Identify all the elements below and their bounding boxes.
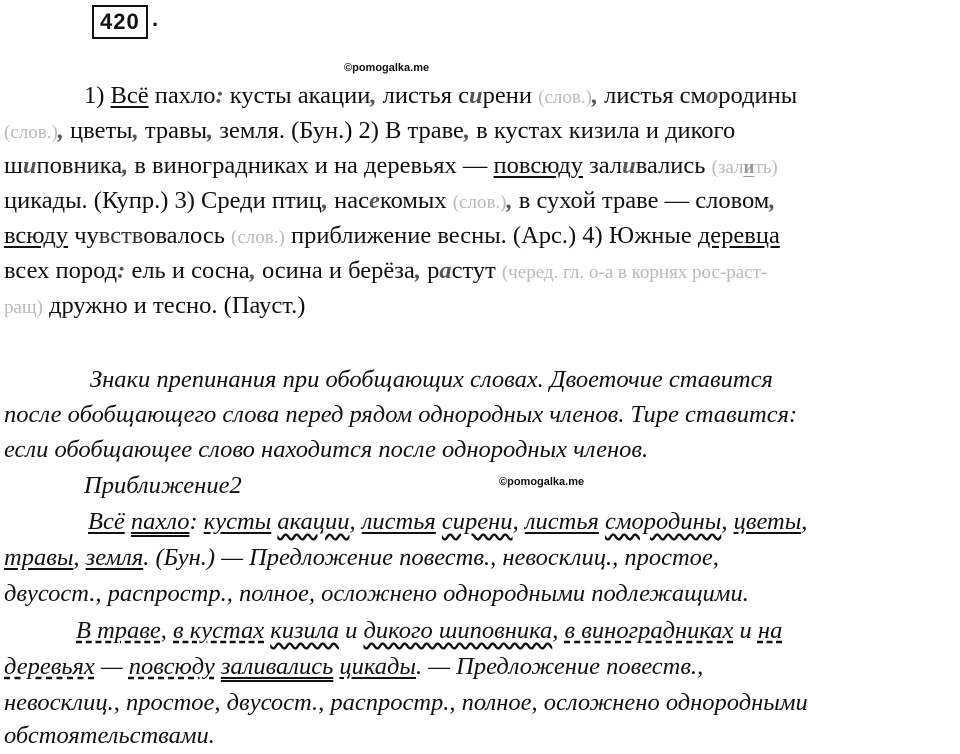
task-line-2 [4, 113, 735, 151]
underlined-word: деревца [697, 222, 780, 249]
subject: цикады [339, 653, 416, 680]
adverbial: в кустах [173, 617, 265, 644]
inserted-vowel: и [622, 152, 636, 179]
analysis-2-line-1 [76, 613, 782, 649]
task-line-1 [84, 78, 797, 116]
text: земля. (Бун.) 2) В траве [213, 117, 464, 144]
subject: травы [4, 544, 74, 571]
text: ель и сосна [125, 257, 250, 284]
text: , [801, 508, 808, 535]
underlined-word: повсюду [493, 152, 583, 179]
text: и [733, 617, 758, 644]
punctuation-mark: : [215, 82, 224, 109]
text: , [349, 508, 362, 535]
text: приближение весны. (Арс.) 4) Южные [284, 222, 698, 249]
text: листья с [376, 82, 469, 109]
text: 1) [84, 82, 111, 109]
punctuation-mark: , [122, 152, 129, 179]
grey-note: ращ) [4, 297, 43, 318]
grey-note: ть) [754, 157, 778, 178]
text: в кустах кизила и дикого [470, 117, 736, 144]
text: всех пород [4, 257, 118, 284]
punctuation-mark: , [207, 117, 214, 144]
watermark: ©pomogalka.me [344, 62, 430, 74]
analysis-1-line-2 [4, 540, 719, 576]
text: , [73, 544, 86, 571]
punctuation-mark: , [414, 257, 421, 284]
text: комых [379, 187, 453, 214]
text: . — Предложение повеств., [415, 653, 704, 680]
rule-line-3: если обобщающее слово находится после однородных членов. [4, 436, 649, 463]
grey-note-vowel: и [743, 157, 755, 178]
text: родины [718, 82, 798, 109]
text: нас [328, 187, 370, 214]
text: , [512, 508, 525, 535]
subject: цветы [733, 508, 802, 535]
text: дружно и тесно. (Пауст.) [42, 292, 306, 319]
punctuation-mark: , [591, 82, 599, 109]
text: кусты акации [223, 82, 371, 109]
punctuation-mark: , [321, 187, 329, 214]
text: ш [4, 152, 23, 179]
punctuation-mark: , [769, 187, 776, 214]
attribute: акации [277, 508, 350, 535]
rule-line-1: Знаки препинания при обобщающих словах. Двоеточие ставится [90, 366, 773, 393]
text: чу [68, 222, 99, 249]
text: цикады. (Купр.) 3) Среди птиц [4, 187, 322, 214]
analysis-2-line-4: обстоятельствами. [4, 722, 215, 749]
task-line-5 [4, 218, 780, 256]
text: : [189, 508, 204, 535]
attribute: дикого шиповника [363, 617, 553, 644]
predicate: заливались [220, 653, 334, 680]
exercise-number-dot: . [152, 6, 159, 31]
analysis-1-line-3: двусост., распростр., полное, осложнено однородными подлежащими. [4, 580, 749, 607]
text: повника [36, 152, 123, 179]
analysis-2-line-2 [4, 649, 703, 685]
attribute: кизила [270, 617, 340, 644]
task-line-3 [4, 148, 778, 186]
subject: листья [524, 508, 599, 535]
punctuation-mark: , [463, 117, 471, 144]
inserted-vowel: и [469, 82, 483, 109]
text: — [94, 653, 129, 680]
inserted-vowel: о [706, 82, 719, 109]
attribute: смородины [604, 508, 722, 535]
subject-word: Всё [110, 82, 149, 109]
rule-line-4: Приближение2 [84, 472, 242, 499]
text: цветы [63, 117, 133, 144]
subject: земля [85, 544, 144, 571]
task-line-6 [4, 253, 767, 291]
predicate: пахло [130, 508, 190, 535]
grey-note: (слов.) [231, 227, 285, 248]
subject: листья [361, 508, 436, 535]
text: зал [582, 152, 623, 179]
subject: Всё [88, 508, 125, 535]
text: . (Бун.) — Предложение повеств., невосклиц., простое, [143, 544, 719, 571]
text: , [552, 617, 565, 644]
adverbial: на [757, 617, 783, 644]
text: пахло [148, 82, 216, 109]
subject: кусты [203, 508, 272, 535]
inserted-vowel: а [439, 257, 452, 284]
inserted-vowel: и [22, 152, 37, 179]
punctuation-mark: , [370, 82, 377, 109]
punctuation-mark: , [57, 117, 64, 144]
underlined-word: всюду [4, 222, 69, 249]
inserted-letters: вств [98, 222, 144, 249]
text: в сухой траве — словом [512, 187, 770, 214]
grey-note: (слов.) [452, 192, 507, 213]
text: стут [451, 257, 502, 284]
text: овалось [143, 222, 232, 249]
analysis-1-line-1 [88, 504, 807, 540]
attribute: сирени [441, 508, 513, 535]
adverbial: повсюду [128, 653, 215, 680]
text: рени [482, 82, 539, 109]
text: , [721, 508, 734, 535]
adverbial: В траве [76, 617, 161, 644]
exercise-number: 420 [92, 5, 148, 39]
task-line-7 [4, 288, 305, 326]
grey-note: (зал [711, 157, 744, 178]
analysis-2-line-3: невосклиц., простое, двусост., распростр., полное, осложнено однородными [4, 689, 808, 716]
watermark: ©pomogalka.me [499, 476, 585, 488]
text: травы [138, 117, 208, 144]
punctuation-mark: , [506, 187, 513, 214]
rule-line-2: после обобщающего слова перед рядом однородных членов. Тире ставится: [4, 401, 798, 428]
task-line-4 [4, 183, 775, 221]
text: р [420, 257, 440, 284]
text: и [339, 617, 364, 644]
inserted-vowel: е [369, 187, 380, 214]
text: вались [635, 152, 712, 179]
text: листья см [598, 82, 707, 109]
punctuation-mark: : [117, 257, 126, 284]
grey-note: (черед. гл. о-а в корнях рос-раст- [501, 262, 768, 283]
text: осина и берёза [255, 257, 415, 284]
text: в виноградниках и на деревьях — [128, 152, 494, 179]
adverbial: в виноградниках [564, 617, 734, 644]
grey-note: (слов.) [538, 87, 592, 108]
adverbial: деревьях [4, 653, 95, 680]
punctuation-mark: , [132, 117, 139, 144]
grey-note: (слов.) [4, 122, 58, 143]
punctuation-mark: , [249, 257, 256, 284]
text: , [160, 617, 174, 644]
